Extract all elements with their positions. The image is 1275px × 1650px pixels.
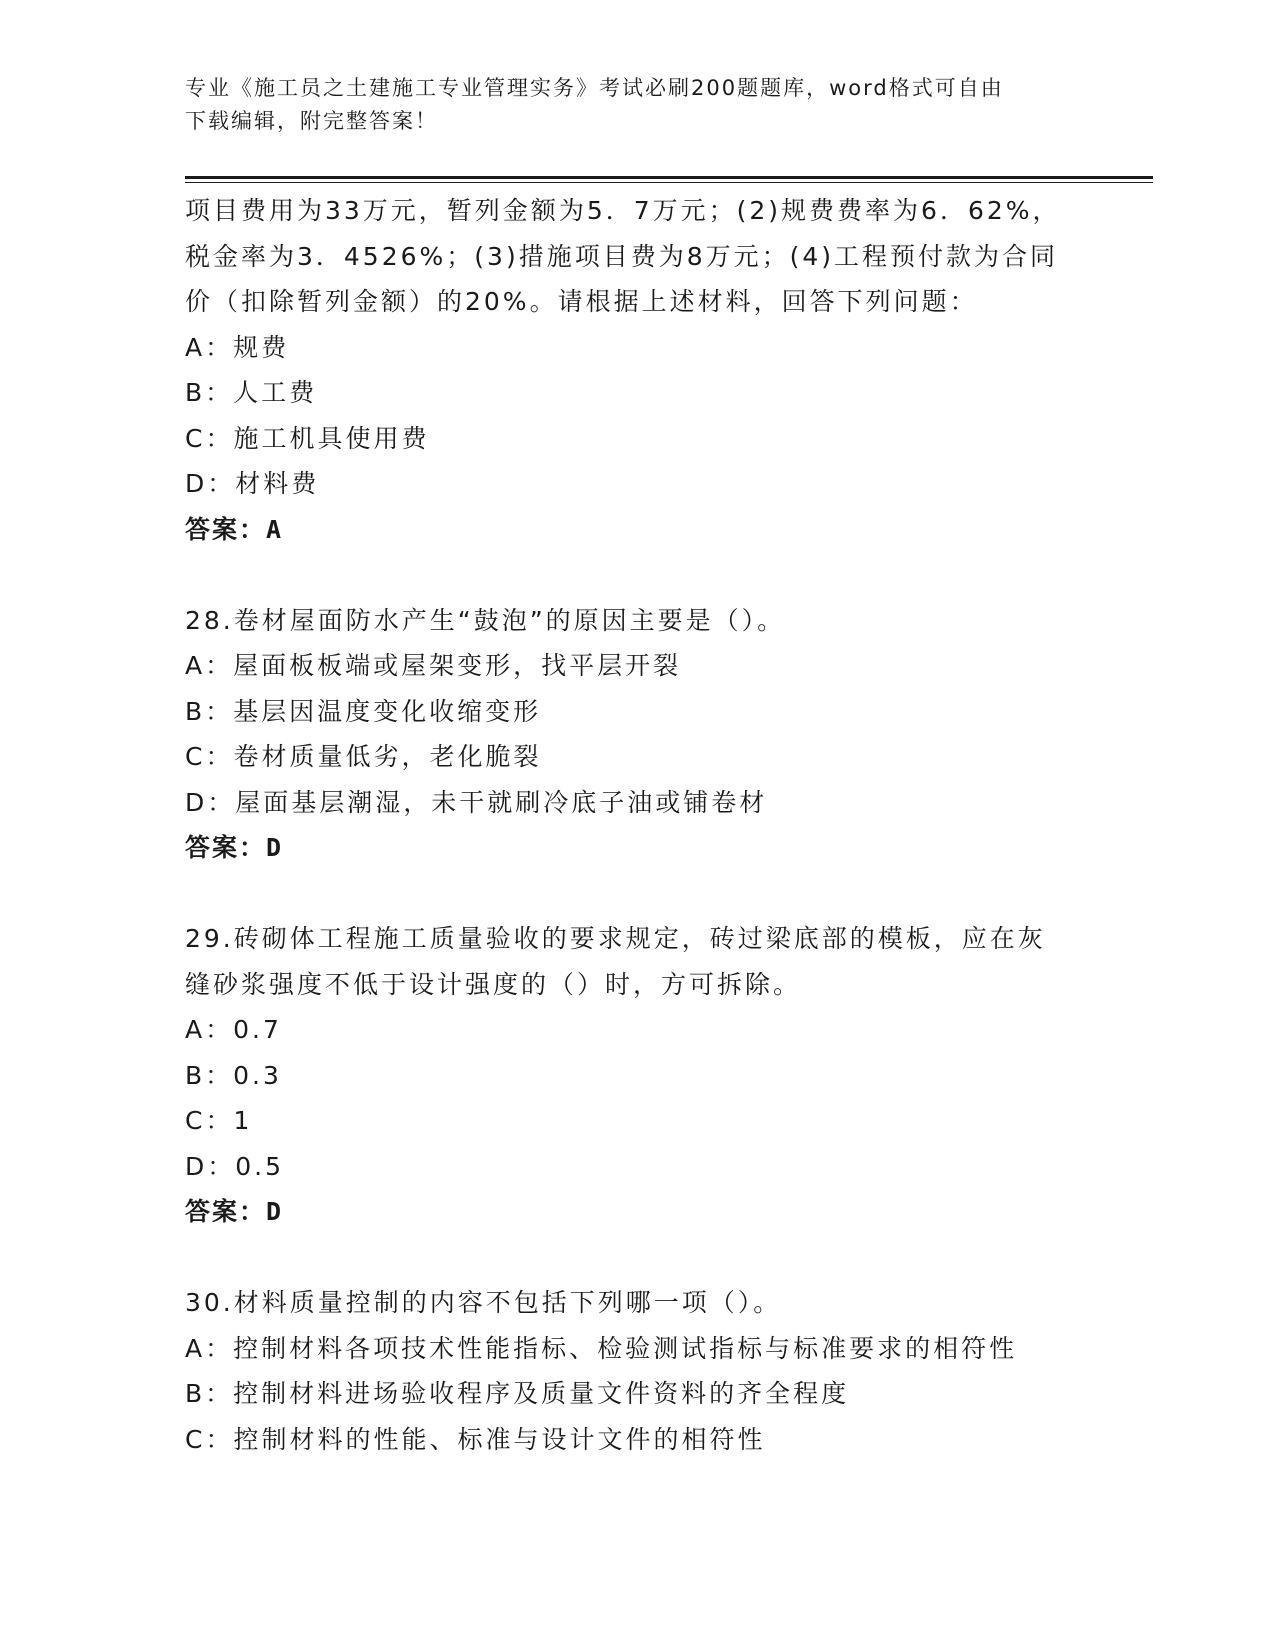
- option-b: B：控制材料进场验收程序及质量文件资料的齐全程度: [185, 1379, 850, 1408]
- option-b: B：基层因温度变化收缩变形: [185, 696, 542, 726]
- option-a: A：屋面板板端或屋架变形，找平层开裂: [185, 651, 682, 680]
- question-stem-line: 税金率为3．4526%；(3)措施项目费为8万元；(4)工程预付款为合同: [185, 241, 1059, 271]
- question-stem-line: 29.砖砌体工程施工质量验收的要求规定，砖过梁底部的模板，应在灰: [185, 924, 1046, 953]
- answer: 答案：D: [185, 1197, 284, 1226]
- question-stem-line: 项目费用为33万元，暂列金额为5．7万元；(2)规费费率为6．62%，: [185, 196, 1061, 225]
- question-stem: 30.材料质量控制的内容不包括下列哪一项（）。: [185, 1288, 782, 1317]
- question-stem-line: 缝砂浆强度不低于设计强度的（）时，方可拆除。: [185, 969, 802, 999]
- question-30: [185, 1280, 1085, 1462]
- document-header: [185, 72, 1085, 138]
- spacer: [185, 1235, 1085, 1281]
- option-a: A：规费: [185, 332, 290, 362]
- question-intro: [185, 188, 1085, 552]
- option-c: C：卷材质量低劣，老化脆裂: [185, 742, 542, 771]
- option-b: B：0.3: [185, 1060, 282, 1090]
- question-28: [185, 598, 1085, 871]
- option-a: A：控制材料各项技术性能指标、检验测试指标与标准要求的相符性: [185, 1333, 1018, 1363]
- option-c: C：施工机具使用费: [185, 423, 430, 453]
- option-b: B：人工费: [185, 378, 318, 407]
- header-line-1: 专业《施工员之土建施工专业管理实务》考试必刷200题题库，word格式可自由: [185, 76, 1004, 100]
- header-divider-thick: [185, 176, 1153, 179]
- spacer: [185, 552, 1085, 598]
- document-body: [185, 188, 1085, 1462]
- option-a: A：0.7: [185, 1015, 282, 1044]
- answer: 答案：D: [185, 833, 284, 862]
- question-29: [185, 916, 1085, 1235]
- option-c: C：控制材料的性能、标准与设计文件的相符性: [185, 1424, 766, 1454]
- spacer: [185, 871, 1085, 917]
- option-d: D：屋面基层潮湿，未干就刷冷底子油或铺卷材: [185, 787, 768, 817]
- header-divider-thin: [185, 182, 1153, 183]
- option-d: D：材料费: [185, 469, 320, 498]
- header-line-2: 下载编辑，附完整答案！: [185, 109, 438, 133]
- question-stem-line: 价（扣除暂列金额）的20%。请根据上述材料，回答下列问题：: [185, 287, 978, 316]
- question-stem: 28.卷材屋面防水产生“鼓泡”的原因主要是（）。: [185, 605, 786, 635]
- answer: 答案：A: [185, 514, 284, 544]
- option-c: C：1: [185, 1106, 253, 1135]
- option-d: D：0.5: [185, 1151, 285, 1181]
